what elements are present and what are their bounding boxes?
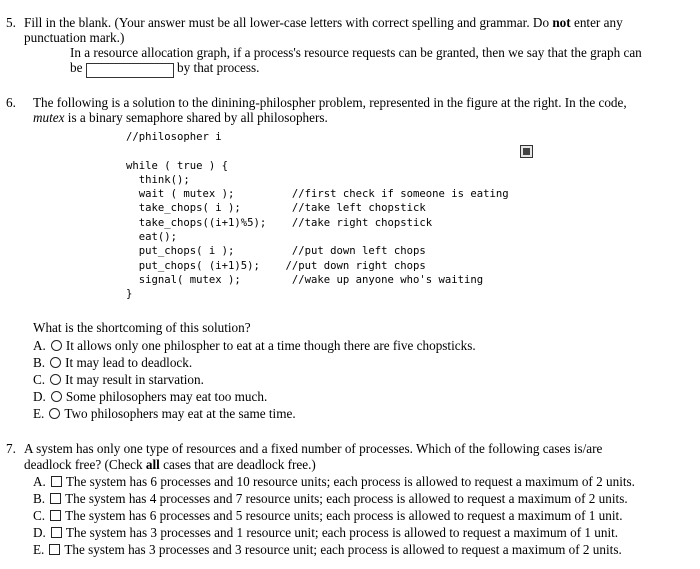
option-text: It allows only one philospher to eat at a time though there are five chopsticks. <box>65 338 476 353</box>
checkbox[interactable] <box>51 476 62 487</box>
question-prompt: The following is a solution to the dinining-philospher problem, represented in the figure at the right. In the code, <box>33 95 627 110</box>
checkbox-option-e[interactable] <box>33 542 622 558</box>
option-text: The system has 6 processes and 5 resource units; each process is allowed to request a maximum of 1 unit. <box>65 508 623 523</box>
question-body-line2: be by that process. <box>70 60 259 78</box>
mc-option-b[interactable] <box>33 355 192 371</box>
code-line: put_chops( i ); //put down left chops <box>126 245 426 258</box>
option-letter: B. <box>33 355 46 370</box>
option-text: Two philosophers may eat at the same time. <box>64 406 296 421</box>
mc-option-d[interactable] <box>33 389 267 405</box>
checkbox[interactable] <box>50 510 61 521</box>
question-body: In a resource allocation graph, if a process's resource requests can be granted, then we say that the graph can <box>70 45 642 60</box>
option-text: It may lead to deadlock. <box>65 355 193 370</box>
broken-image-icon[interactable] <box>520 145 533 158</box>
question-prompt: Fill in the blank. (Your answer must be all lower-case letters with correct spelling and grammar. Do not enter any <box>24 15 623 30</box>
code-line: take_chops( i ); //take left chopstick <box>126 202 426 215</box>
option-text: The system has 3 processes and 3 resource unit; each process is allowed to request a maximum of 2 units. <box>64 542 622 557</box>
question-prompt-line2: punctuation mark.) <box>24 30 125 45</box>
code-line: eat(); <box>126 231 178 244</box>
question-prompt-line2: mutex is a binary semaphore shared by all philosophers. <box>33 110 328 125</box>
option-letter: E. <box>33 406 45 421</box>
radio-button[interactable] <box>50 374 61 385</box>
question-number: 6. <box>6 95 16 110</box>
mc-option-e[interactable] <box>33 406 296 422</box>
answer-blank-input[interactable] <box>86 63 174 78</box>
question-number: 7. <box>6 441 16 456</box>
checkbox-option-a[interactable] <box>33 474 635 490</box>
radio-button[interactable] <box>51 391 62 402</box>
radio-button[interactable] <box>50 357 61 368</box>
checkbox[interactable] <box>51 527 62 538</box>
question-number: 5. <box>6 15 16 30</box>
checkbox[interactable] <box>50 493 61 504</box>
option-letter: C. <box>33 372 46 387</box>
option-text: Some philosophers may eat too much. <box>65 389 268 404</box>
question-prompt: A system has only one type of resources and a fixed number of processes. Which of the following cases is/are <box>24 441 603 456</box>
checkbox[interactable] <box>49 544 60 555</box>
option-letter: E. <box>33 542 45 557</box>
mc-question: What is the shortcoming of this solution? <box>33 320 251 335</box>
code-block <box>126 130 509 302</box>
code-line: } <box>126 288 133 301</box>
mc-option-c[interactable] <box>33 372 204 388</box>
code-line: think(); <box>126 173 190 186</box>
checkbox-option-b[interactable] <box>33 491 628 507</box>
checkbox-option-d[interactable] <box>33 525 618 541</box>
option-text: The system has 4 processes and 7 resource units; each process is allowed to request a maximum of 2 units. <box>65 491 628 506</box>
radio-button[interactable] <box>49 408 60 419</box>
option-letter: C. <box>33 508 46 523</box>
code-line: wait ( mutex ); //first check if someone is eating <box>126 188 509 201</box>
code-line <box>126 144 509 158</box>
mc-option-a[interactable] <box>33 338 476 354</box>
option-letter: D. <box>33 389 46 404</box>
option-letter: A. <box>33 338 46 353</box>
code-line: put_chops( (i+1)5); //put down right chops <box>126 259 426 272</box>
code-line: take_chops((i+1)%5); //take right chopstick <box>126 216 433 229</box>
option-letter: A. <box>33 474 46 489</box>
option-letter: D. <box>33 525 46 540</box>
question-prompt-line2: deadlock free? (Check all cases that are deadlock free.) <box>24 457 316 472</box>
code-line: signal( mutex ); //wake up anyone who's waiting <box>126 273 484 286</box>
option-text: The system has 6 processes and 10 resource units; each process is allowed to request a maximum of 2 units. <box>65 474 635 489</box>
code-line: while ( true ) { <box>126 159 229 172</box>
option-letter: B. <box>33 491 46 506</box>
option-text: The system has 3 processes and 1 resource unit; each process is allowed to request a maximum of 1 unit. <box>65 525 619 540</box>
checkbox-option-c[interactable] <box>33 508 623 524</box>
option-text: It may result in starvation. <box>65 372 204 387</box>
code-line: //philosopher i <box>126 131 222 143</box>
radio-button[interactable] <box>51 340 62 351</box>
